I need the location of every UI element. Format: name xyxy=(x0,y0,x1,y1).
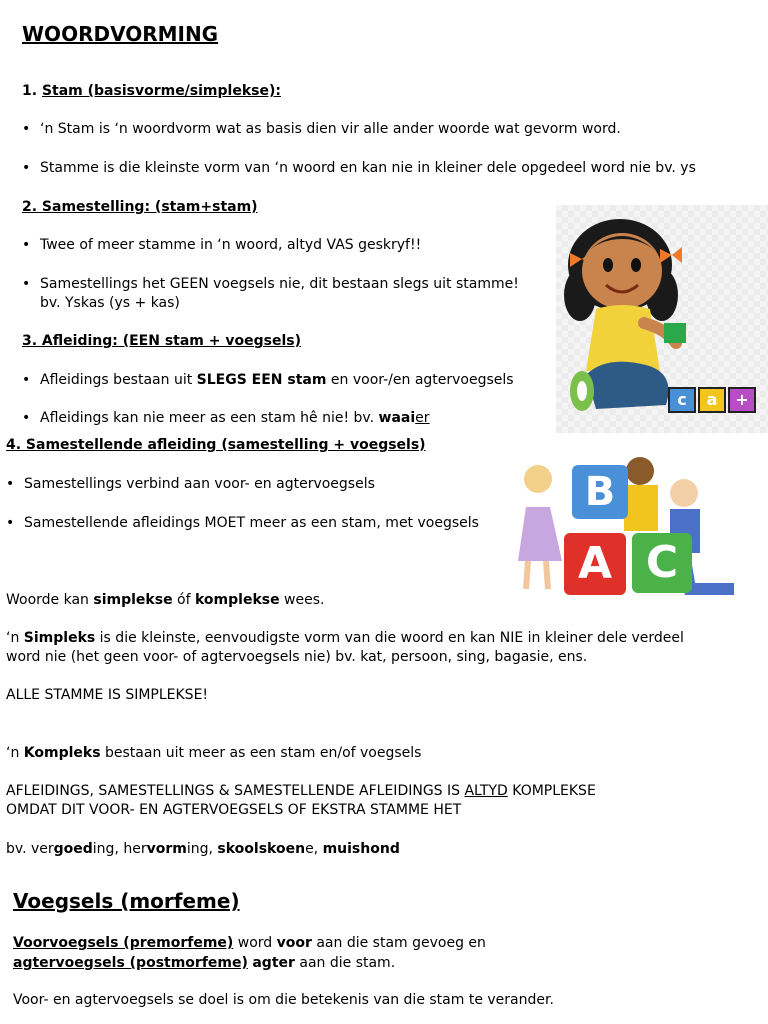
paragraph-always-complex-line-1 xyxy=(6,783,596,799)
s3-b2-bold: waai xyxy=(378,410,416,426)
paragraph-always-complex-line-2: OMDAT DIT VOOR- EN AGTERVOEGSELS OF EKSTRA STAMME HET xyxy=(6,802,462,818)
p5-l1-under: ALTYD xyxy=(464,783,508,799)
p1-pre: Woorde kan xyxy=(6,592,94,608)
p6-t5: ing, xyxy=(186,841,218,857)
p6-t3: ing, her xyxy=(92,841,147,857)
p5-l1-post: KOMPLEKSE xyxy=(507,783,596,799)
section-2-bullet-2-line-2: bv. Yskas (ys + kas) xyxy=(40,295,180,311)
v-l1-d: aan die stam gevoeg en xyxy=(311,935,486,951)
p6-t2: goed xyxy=(53,841,93,857)
v-l1-a: Voorvoegsels (premorfeme) xyxy=(13,935,234,951)
section-4-bullet-2: • Samestellende afleidings MOET meer as een stam, met voegsels xyxy=(24,515,479,531)
voegsels-line-1 xyxy=(13,935,486,951)
v-l1-b: word xyxy=(233,935,277,951)
p6-t4: vorm xyxy=(146,841,187,857)
paragraph-simpleks-line-2: word nie (het geen voor- of agtervoegsels nie) bv. kat, persoon, sing, bagasie, ens. xyxy=(6,649,588,665)
p2-bold: Simpleks xyxy=(23,630,96,646)
p5-l1-pre: AFLEIDINGS, SAMESTELLINGS & SAMESTELLENDE AFLEIDINGS IS xyxy=(6,783,465,799)
section-1-bullet-2: • Stamme is die kleinste vorm van ‘n woord en kan nie in kleiner dele opgedeel word nie bv. ys xyxy=(40,160,696,176)
section-2-bullet-2-line-1: Samestellings het GEEN voegsels nie, dit bestaan slegs uit stamme! xyxy=(40,276,519,292)
girl-with-blocks-illustration xyxy=(556,205,768,433)
paragraph-simpleks-line-1 xyxy=(6,630,684,646)
voegsels-line-3: Voor- en agtervoegsels se doel is om die betekenis van die stam te verander. xyxy=(13,992,554,1008)
abc-block-a: A xyxy=(564,533,626,595)
paragraph-examples xyxy=(6,841,400,857)
voegsels-heading: Voegsels (morfeme) xyxy=(13,889,240,913)
section-2-bullet-2 xyxy=(40,276,519,292)
voegsels-line-2 xyxy=(13,955,395,971)
p6-t8: muishond xyxy=(322,841,400,857)
p4-post: bestaan uit meer as een stam en/of voegsels xyxy=(100,745,422,761)
s3-b1-post: en voor-/en agtervoegsels xyxy=(326,372,514,388)
section-4-heading: 4. Samestellende afleiding (samestelling + voegsels) xyxy=(6,437,426,453)
girl-block-plus: + xyxy=(728,387,756,413)
v-l2-a: agtervoegsels (postmorfeme) xyxy=(13,955,248,971)
section-2-heading: 2. Samestelling: (stam+stam) xyxy=(22,199,258,215)
paragraph-simple-complex xyxy=(6,592,324,608)
p2-l1-post: is die kleinste, eenvoudigste vorm van die woord en kan NIE in kleiner dele verdeel xyxy=(95,630,684,646)
p2-pre: ‘n xyxy=(6,630,24,646)
abc-block-c: C xyxy=(632,533,692,593)
kids-abc-blocks-illustration xyxy=(514,457,764,599)
s3-b1-bold: SLEGS EEN stam xyxy=(196,372,327,388)
section-1-bullet-1: • ‘n Stam is ‘n woordvorm wat as basis dien vir alle ander woorde wat gevorm word. xyxy=(40,121,621,137)
page-title: WOORDVORMING xyxy=(22,22,219,46)
v-l2-d: aan die stam. xyxy=(294,955,396,971)
s3-b2-pre: Afleidings kan nie meer as een stam hê nie! bv. xyxy=(40,410,379,426)
p6-t6: skoolskoen xyxy=(217,841,306,857)
section-3-heading: 3. Afleiding: (EEN stam + voegsels) xyxy=(22,333,301,349)
p4-pre: ‘n xyxy=(6,745,24,761)
v-l2-c: agter xyxy=(252,955,295,971)
girl-block-c: c xyxy=(668,387,696,413)
p1-w1: simplekse xyxy=(93,592,173,608)
paragraph-kompleks xyxy=(6,745,421,761)
section-3-bullet-2 xyxy=(40,410,430,426)
p6-t7: e, xyxy=(305,841,323,857)
abc-block-b: B xyxy=(572,465,628,519)
p1-mid: óf xyxy=(172,592,195,608)
s3-b2-underline: er xyxy=(415,410,430,426)
paragraph-all-stems: ALLE STAMME IS SIMPLEKSE! xyxy=(6,687,209,703)
p1-w2: komplekse xyxy=(194,592,280,608)
section-1-heading xyxy=(22,83,281,99)
section-1-heading-text: Stam (basisvorme/simplekse): xyxy=(41,83,281,99)
v-l1-c: voor xyxy=(276,935,312,951)
s3-b1-pre: Afleidings bestaan uit xyxy=(40,372,197,388)
section-3-bullet-1 xyxy=(40,372,514,388)
section-4-bullet-1: • Samestellings verbind aan voor- en agtervoegsels xyxy=(24,476,375,492)
p4-bold: Kompleks xyxy=(23,745,101,761)
p1-post: wees. xyxy=(279,592,325,608)
section-1-number: 1. xyxy=(22,83,38,99)
girl-block-a: a xyxy=(698,387,726,413)
section-2-bullet-1: • Twee of meer stamme in ‘n woord, altyd VAS geskryf!! xyxy=(40,237,421,253)
p6-t1: bv. ver xyxy=(6,841,54,857)
